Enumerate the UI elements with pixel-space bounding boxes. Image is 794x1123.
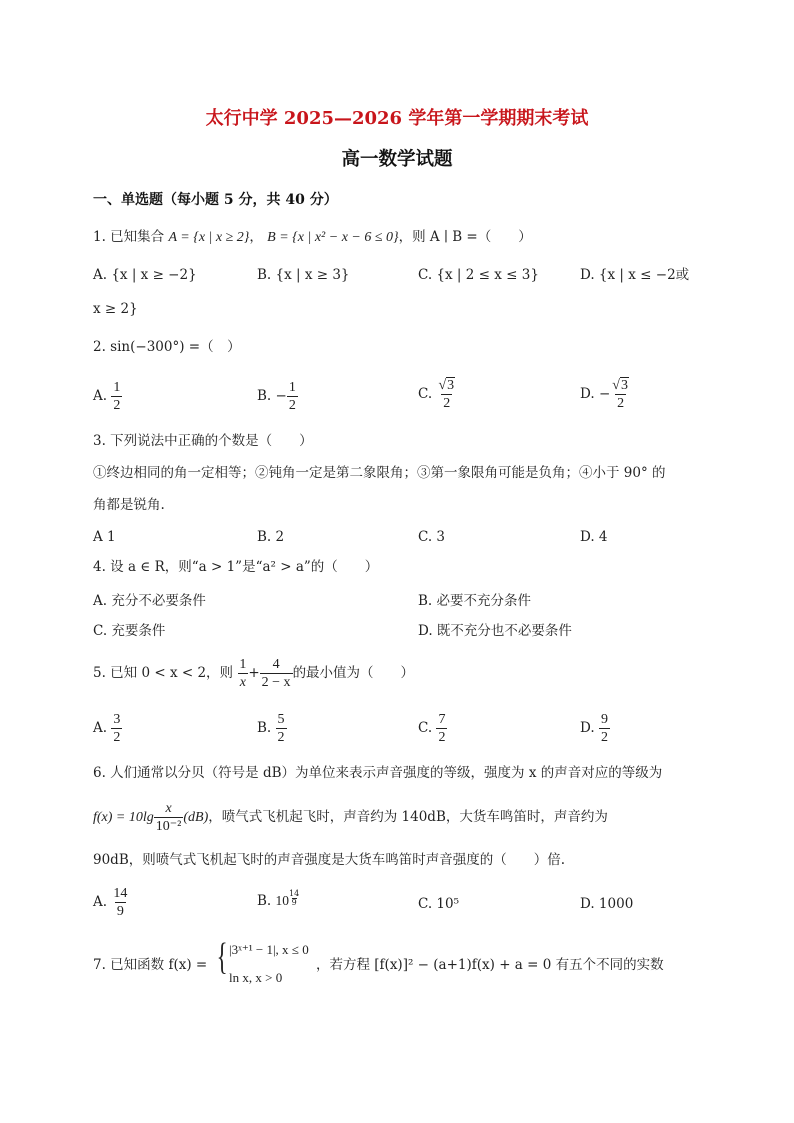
q4-option-a: A. 充分不必要条件 xyxy=(93,593,206,609)
q1-option-b: B. {x | x ≥ 3} xyxy=(257,267,350,283)
question-6-stem-line2 xyxy=(93,801,608,834)
q5-a-label: A. xyxy=(93,720,108,736)
q5-d-fraction xyxy=(599,712,610,745)
q5-f2-den: 2 − x xyxy=(261,675,291,690)
q1-prefix: 1. 已知集合 xyxy=(93,229,165,245)
q2-d-den: 2 xyxy=(617,396,625,411)
q2-a-num: 1 xyxy=(113,380,121,395)
q6-a-fraction xyxy=(111,886,129,919)
q6-line2-text: ，喷气式飞机起飞时，声音约为 140dB，大货车鸣笛时，声音约为 xyxy=(208,809,608,825)
q1-set-b: B = {x | x² − x − 6 ≤ 0} xyxy=(267,230,399,245)
q4-option-d: D. 既不充分也不必要条件 xyxy=(418,623,572,639)
q5-option-c xyxy=(418,712,447,745)
q5-d-num: 9 xyxy=(600,712,608,727)
q2-a-label: A. xyxy=(93,388,108,404)
q2-d-radicand: 3 xyxy=(620,378,628,393)
q1-suffix: ，则 A ∣ B =（ ） xyxy=(398,229,532,245)
q6-formula-den: 10⁻² xyxy=(155,819,182,834)
q2-d-sign: − xyxy=(598,386,611,402)
q2-option-d xyxy=(580,378,631,411)
q2-c-label: C. xyxy=(418,386,433,402)
question-6-stem-line3: 90dB，则喷气式飞机起飞时的声音强度是大货车鸣笛时声音强度的（ ）倍. xyxy=(93,852,566,868)
exam-title: 太行中学 2025—2026 学年第一学期期末考试 xyxy=(205,108,589,129)
q2-c-sqrt: √3 xyxy=(438,378,455,393)
question-7-stem-suffix: ，若方程 [f(x)]² − (a+1)f(x) + a = 0 有五个不同的实数 xyxy=(316,957,664,973)
q3-statements-line1: ①终边相同的角一定相等；②钝角一定是第二象限角；③第一象限角可能是负角；④小于 90° 的 xyxy=(93,465,666,481)
q5-plus: + xyxy=(248,665,260,681)
q6-option-a xyxy=(93,886,129,919)
q5-fraction-1 xyxy=(237,657,248,690)
question-1-stem: 1. 已知集合 A = {x | x ≥ 2}， B = {x | x² − x − 6 ≤ 0}，则 A ∣ B =（ ） xyxy=(93,229,532,245)
q5-d-label: D. xyxy=(580,720,595,736)
q2-c-den: 2 xyxy=(443,396,451,411)
q6-a-den: 9 xyxy=(116,904,124,919)
q5-suffix: 的最小值为（ ） xyxy=(292,665,415,681)
q2-d-fraction xyxy=(610,378,631,411)
q1-set-a: A = {x | x ≥ 2} xyxy=(168,230,250,245)
q6-option-d: D. 1000 xyxy=(580,896,634,912)
q5-b-den: 2 xyxy=(277,730,285,745)
q2-a-den: 2 xyxy=(113,398,121,413)
q2-c-fraction xyxy=(436,378,457,411)
q2-d-sqrt: √3 xyxy=(612,378,628,393)
q2-option-c xyxy=(418,378,457,411)
q2-b-sign: − xyxy=(275,388,287,404)
q7-brace: { xyxy=(216,936,228,978)
q7-case-2: ln x, x > 0 xyxy=(229,970,283,985)
q5-b-label: B. xyxy=(257,720,272,736)
q1-option-d: D. {x | x ≤ −2或 xyxy=(580,267,690,283)
q5-a-den: 2 xyxy=(113,730,121,745)
q6-b-exponent xyxy=(289,890,299,907)
q6-formula-prefix: f(x) = 10lg xyxy=(93,810,154,825)
q5-b-num: 5 xyxy=(277,712,285,727)
q2-b-den: 2 xyxy=(288,398,296,413)
q3-option-d: D. 4 xyxy=(580,529,608,545)
question-5-stem xyxy=(93,657,414,690)
q6-a-num: 14 xyxy=(113,886,128,901)
q6-b-label: B. xyxy=(257,893,272,909)
q6-formula-suffix: (dB) xyxy=(183,810,209,825)
q6-formula-num: x xyxy=(165,801,172,816)
q2-a-fraction xyxy=(111,380,122,413)
question-4-stem: 4. 设 a ∈ R，则“a > 1”是“a² > a”的（ ） xyxy=(93,559,379,575)
q1-option-c: C. {x | 2 ≤ x ≤ 3} xyxy=(418,267,539,283)
q5-f2-num: 4 xyxy=(272,657,280,672)
q5-option-a xyxy=(93,712,122,745)
q6-option-b xyxy=(257,890,299,910)
q5-d-den: 2 xyxy=(600,730,608,745)
q5-f1-den: x xyxy=(239,675,246,690)
q2-c-radicand: 3 xyxy=(447,378,455,393)
q4-option-b: B. 必要不充分条件 xyxy=(418,593,532,609)
q1-option-d-continued: x ≥ 2} xyxy=(93,301,138,317)
q2-b-fraction xyxy=(287,380,298,413)
q5-c-fraction xyxy=(436,712,447,745)
q6-b-exp-num: 14 xyxy=(289,889,300,898)
section-heading: 一、单选题（每小题 5 分，共 40 分） xyxy=(93,192,338,208)
question-6-stem-line1: 6. 人们通常以分贝（符号是 dB）为单位来表示声音强度的等级，强度为 x 的声音对应的等级为 xyxy=(93,765,663,781)
q5-fraction-2 xyxy=(260,657,293,690)
q6-formula-fraction xyxy=(154,801,184,834)
q7-case-1: |3ˣ⁺¹ − 1|, x ≤ 0 xyxy=(229,942,309,957)
q5-option-b xyxy=(257,712,287,745)
q6-b-exp-den: 9 xyxy=(291,898,297,907)
q2-d-label: D. xyxy=(580,386,595,402)
q5-a-fraction xyxy=(111,712,122,745)
q2-option-a xyxy=(93,380,122,413)
q3-option-b: B. 2 xyxy=(257,529,285,545)
q6-a-label: A. xyxy=(93,894,108,910)
q5-b-fraction xyxy=(276,712,287,745)
q2-b-label: B. xyxy=(257,388,272,404)
q3-option-c: C. 3 xyxy=(418,529,446,545)
q5-c-label: C. xyxy=(418,720,433,736)
q5-f1-num: 1 xyxy=(239,657,247,672)
q1-option-a: A. {x | x ≥ −2} xyxy=(93,267,197,283)
q6-b-base: 10 xyxy=(275,893,290,908)
question-2-stem: 2. sin(−300°) =（ ） xyxy=(93,339,241,355)
q4-option-c: C. 充要条件 xyxy=(93,623,166,639)
q5-a-num: 3 xyxy=(113,712,121,727)
q2-option-b xyxy=(257,380,298,413)
q5-option-d xyxy=(580,712,610,745)
q5-c-den: 2 xyxy=(438,730,446,745)
q3-option-a: A 1 xyxy=(93,529,116,545)
q5-prefix: 5. 已知 0 < x < 2，则 xyxy=(93,665,234,681)
exam-subtitle: 高一数学试题 xyxy=(341,149,453,170)
q6-option-c: C. 10⁵ xyxy=(418,896,460,912)
question-7-stem-prefix: 7. 已知函数 f(x) = xyxy=(93,957,208,973)
q5-c-num: 7 xyxy=(438,712,446,727)
q2-b-num: 1 xyxy=(288,380,296,395)
question-3-stem: 3. 下列说法中正确的个数是（ ） xyxy=(93,433,313,449)
q3-statements-line2: 角都是锐角. xyxy=(93,497,165,513)
